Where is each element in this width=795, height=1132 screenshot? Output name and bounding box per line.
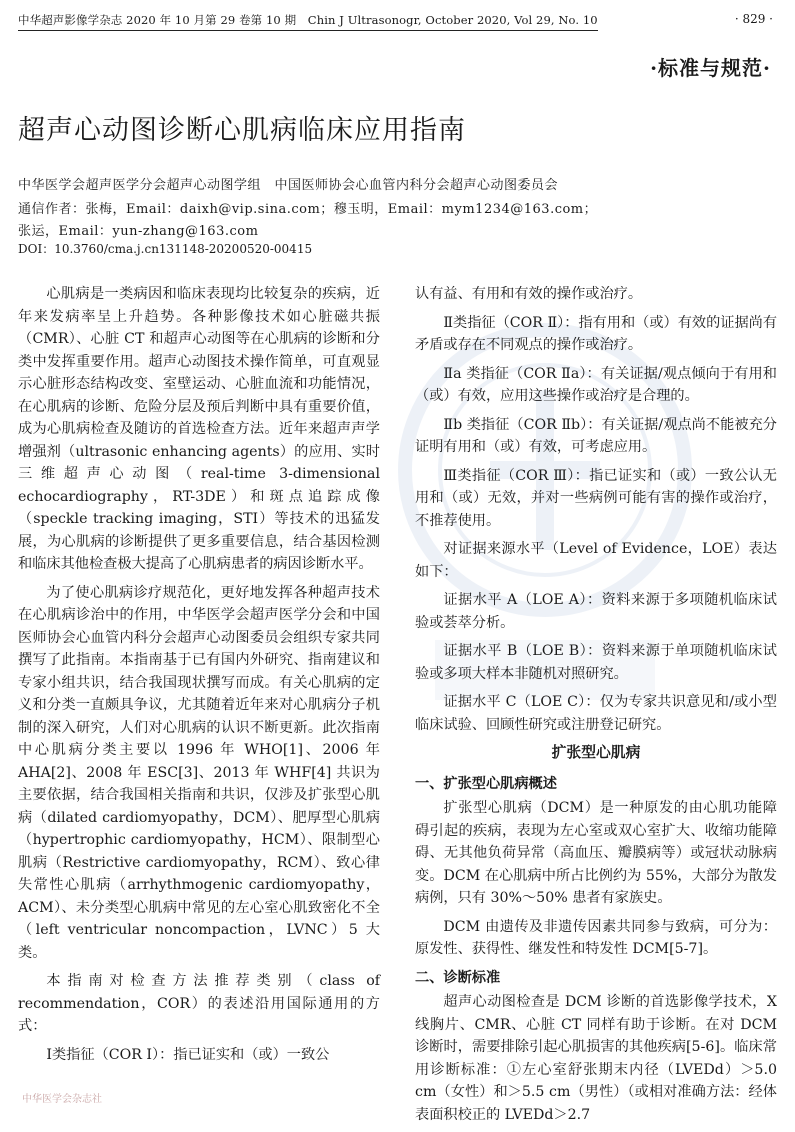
body-paragraph: 证据水平 B（LOE B）：资料来源于单项随机临床试验或多项大样本非随机对照研究。 [415,643,777,682]
body-paragraph: 超声心动图检查是 DCM 诊断的首选影像学技术，X 线胸片、CMR、心脏 CT 同样有助于诊断。在对 DCM 诊断时，需要排除引起心肌损害的其他疾病[5-6]。临床常用诊断标准：①左心室舒张期末内径（LVEDd）＞5.0 cm（女性）和＞5.5 cm（男性）（或相对准确方法：经体表面积校正的 LVEDd＞2.7 [415,994,777,1123]
body-paragraph: 对证据来源水平（Level of Evidence，LOE）表达如下： [415,541,777,580]
body-paragraph: 认有益、有用和有效的操作或治疗。 [415,286,643,302]
body-paragraph: 证据水平 C（LOE C）：仅为专家共识意见和/或小型临床试验、回顾性研究或注册登记研究。 [415,694,777,733]
body-paragraph: 心肌病是一类病因和临床表现均比较复杂的疾病，近年来发病率呈上升趋势。各种影像技术如心脏磁共振（CMR）、心脏 CT 和超声心动图等在心肌病的诊断和分类中发挥重要作用。超声心动图技术操作简单，可直观显示心脏形态结构改变、室壁运动、心脏血流和功能情况，在心肌病的诊断、危险分层及预后判断中具有重要价值，成为心肌病检查及随访的首选检查方法。近年来超声声学增强剂（ultrasonic enhancing agents）的应用、实时三维超声心动图（real-time 3-dimensional echocardiography，RT-3DE）和斑点追踪成像（speckle tracking imaging，STI）等技术的迅猛发展，为心肌病的诊断提供了更多重要信息，结合基因检测和临床其他检查极大提高了心肌病患者的病因诊断水平。 [18,286,380,572]
section-label: ·标准与规范· [650,56,771,80]
body-paragraph: Ⅱ类指征（COR Ⅱ）：指有用和（或）有效的证据尚有矛盾或存在不同观点的操作或治疗。 [415,314,778,353]
publisher-logo: 中华医学会杂志社 [22,1094,102,1105]
body-paragraph: 为了使心肌病诊疗规范化，更好地发挥各种超声技术在心肌病诊治中的作用，中华医学会超声医学分会和中国医师协会心血管内科分会超声心动图委员会组织专家共同撰写了此指南。本指南基于已有国内外研究、指南建议和专家小组共识，结合我国现状撰写而成。有关心肌病的定义和分类一直颇具争议，尤其随着近年来对心肌病分子机制的深入研究，人们对心肌病的认识不断更新。此次指南中心肌病分类主要以 1996 年 WHO[1]、2006 年 AHA[2]、2008 年 ESC[3]、2013 年 WHF[4] 共识为主要依据，结合我国相关指南和共识，仅涉及扩张型心肌病（dilated cardiomyopathy，DCM）、肥厚型心肌病（hypertrophic cardiomyopathy，HCM）、限制型心肌病（Restrictive cardiomyopathy，RCM）、致心律失常性心肌病（arrhythmogenic cardiomyopathy，ACM）、未分类型心肌病中常见的左心室心肌致密化不全（left ventricular noncompaction，LVNC）5 大类。 [18,584,380,961]
body-paragraph: 证据水平 A（LOE A）：资料来源于多项随机临床试验或荟萃分析。 [415,592,777,631]
section-heading: 扩张型心肌病 [551,744,641,761]
body-paragraph: DCM 由遗传及非遗传因素共同参与致病，可分为：原发性、获得性、继发性和特发性 DCM[5-7]。 [415,918,777,957]
body-paragraph: Ⅱb 类指征（COR Ⅱb）：有关证据/观点尚不能被充分证明有用和（或）有效，可考虑应用。 [415,416,777,455]
running-header: 中华超声影像学杂志 2020 年 10 月第 29 卷第 10 期 Chin J Ultrasonogr, October 2020, Vol 29, No. 10 [18,12,598,31]
page-number: · 829 · [734,12,773,26]
body-paragraph: 扩张型心肌病（DCM）是一种原发的由心肌功能障碍引起的疾病，表现为左心室或双心室扩大、收缩功能障碍、无其他负荷异常（高血压、瓣膜病等）或冠状动脉病变。DCM 在心肌病中所占比例约为 55%，大部分为散发病例，只有 30%～50% 患者有家族史。 [415,800,777,906]
author-affiliations: 中华医学会超声医学分会超声心动图学组 中国医师协会心血管内科分会超声心动图委员会 [18,178,559,193]
doi: DOI：10.3760/cma.j.cn131148-20200520-00415 [18,242,313,256]
left-column [18,283,380,1072]
subsection-heading: 一、扩张型心肌病概述 [415,775,557,792]
body-paragraph: 本指南对检查方法推荐类别（class of recommendation，COR）的表述沿用国际通用的方式： [18,973,380,1034]
article-title: 超声心动图诊断心肌病临床应用指南 [18,115,466,146]
corresponding-authors-cont: 张运，Email：yun-zhang@163.com [18,224,259,239]
body-paragraph: Ⅱa 类指征（COR Ⅱa）：有关证据/观点倾向于有用和（或）有效，应用这些操作或治疗是合理的。 [415,365,777,404]
subsection-heading: 二、诊断标准 [415,969,501,986]
corresponding-authors: 通信作者：张梅，Email：daixh@vip.sina.com；穆玉明，Email：mym1234@163.com； [18,202,598,217]
body-paragraph: Ⅰ类指征（COR Ⅰ）：指已证实和（或）一致公 [46,1046,330,1063]
right-column [415,283,777,1132]
body-paragraph: Ⅲ类指征（COR Ⅲ）：指已证实和（或）一致公认无用和（或）无效，并对一些病例可能有害的操作或治疗，不推荐使用。 [415,467,777,529]
